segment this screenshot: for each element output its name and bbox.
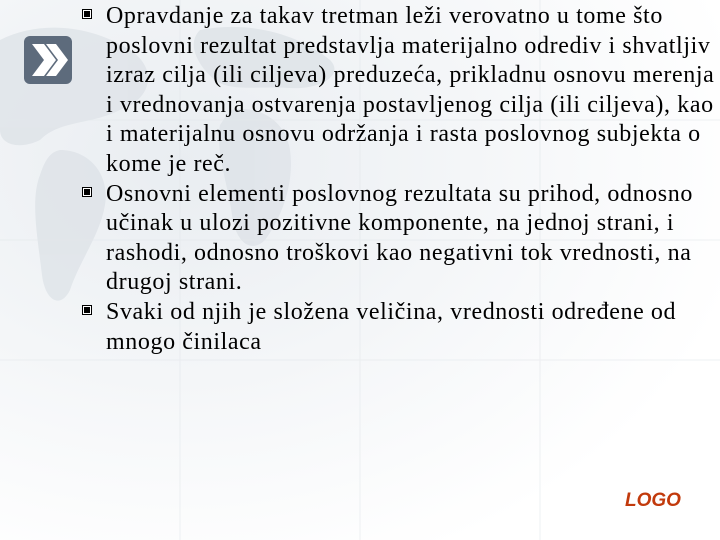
bullet-item-3 bbox=[82, 298, 716, 357]
bullet-list bbox=[82, 2, 716, 357]
square-bullet-icon bbox=[82, 9, 92, 19]
bullet-text-3: Svaki od njih je složena veličina, vrednosti određene od mnogo činilaca bbox=[106, 298, 677, 355]
bullet-text-2: Osnovni elementi poslovnog rezultata su prihod, odnosno učinak u ulozi pozitivne komponente, na jednoj strani, i rashodi, odnosno troškovi kao negativni tok vrednosti, na drugoj strani. bbox=[106, 180, 693, 296]
bullet-item-1 bbox=[82, 2, 716, 180]
bullet-item-2 bbox=[82, 180, 716, 298]
bullet-text-1: Opravdanje za takav tretman leži verovatno u tome što poslovni rezultat predstavlja materijalno odrediv i shvatljiv izraz cilja (ili ciljeva) preduzeća, prikladnu osnovu merenja i vrednovanja ostvarenja postavljenog cilja (ili ciljeva), kao i materijalnu osnovu održanja i rasta poslovnog subjekta o kome je reč. bbox=[106, 3, 715, 177]
double-chevron-right-icon bbox=[22, 34, 74, 86]
logo: LOGO bbox=[625, 490, 681, 511]
square-bullet-icon bbox=[82, 187, 92, 197]
square-bullet-icon bbox=[82, 305, 92, 315]
